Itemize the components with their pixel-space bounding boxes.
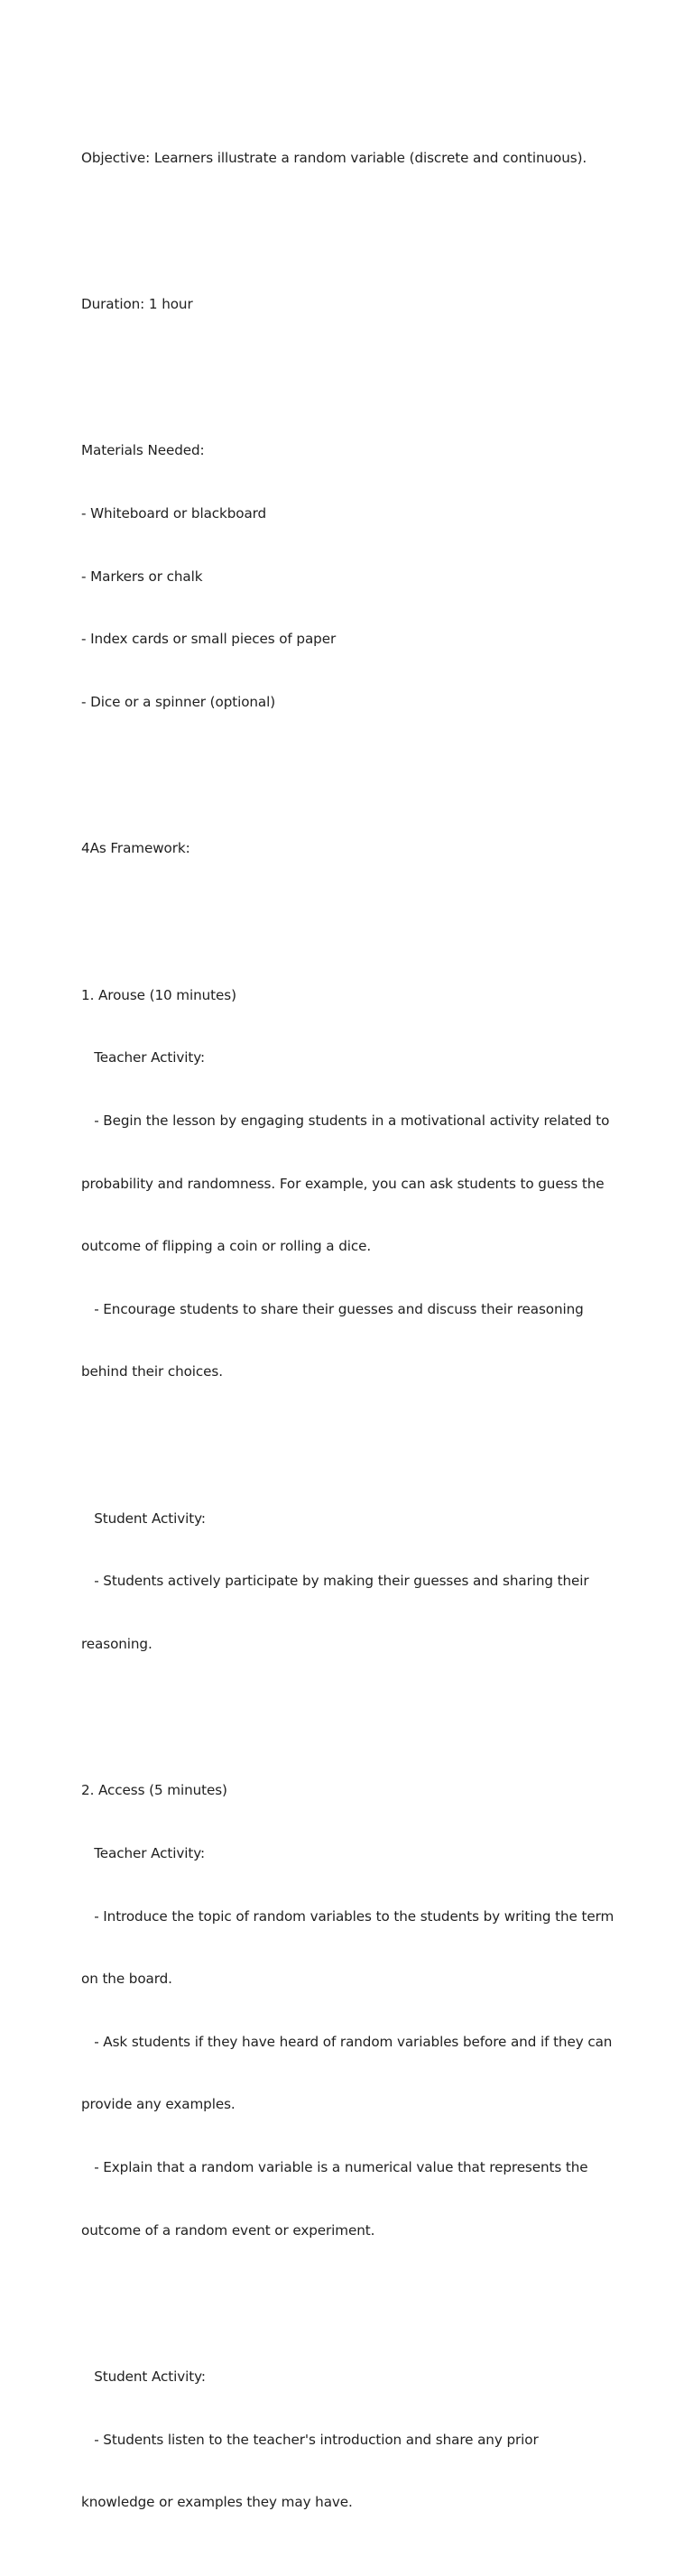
materials-heading: Materials Needed: [81, 442, 205, 459]
spacer [81, 1425, 623, 1445]
access-heading: 2. Access (5 minutes) [81, 1782, 227, 1799]
access-student-label: Student Activity: [81, 2368, 206, 2386]
access-teacher-line: - Ask students if they have heard of random variables before and if they can [81, 2033, 613, 2050]
materials-item: - Whiteboard or blackboard [81, 505, 267, 522]
spacer [81, 1697, 623, 1718]
framework-heading: 4As Framework: [81, 840, 190, 857]
arouse-student-line: reasoning. [81, 1635, 152, 1652]
arouse-teacher-line: - Begin the lesson by engaging students in a motivational activity related to [81, 1112, 610, 1129]
access-teacher-line: - Explain that a random variable is a numerical value that represents the [81, 2159, 588, 2176]
arouse-teacher-label: Teacher Activity: [81, 1049, 206, 1066]
access-teacher-line: outcome of a random event or experiment. [81, 2221, 375, 2239]
arouse-student-label: Student Activity: [81, 1510, 206, 1527]
materials-item: - Markers or chalk [81, 568, 203, 585]
arouse-teacher-line: outcome of flipping a coin or rolling a dice. [81, 1238, 372, 1255]
arouse-teacher-line: probability and randomness. For example, you can ask students to guess the [81, 1175, 605, 1192]
access-teacher-line: on the board. [81, 1971, 172, 1988]
spacer [81, 2283, 623, 2304]
spacer [81, 210, 623, 231]
arouse-teacher-line: behind their choices. [81, 1363, 223, 1380]
arouse-teacher-line: - Encourage students to share their guesses and discuss their reasoning [81, 1300, 584, 1317]
materials-item: - Dice or a spinner (optional) [81, 693, 276, 710]
access-student-line: - Students listen to the teacher's introduction and share any prior [81, 2431, 539, 2448]
access-teacher-line: provide any examples. [81, 2096, 236, 2113]
objective-text: Objective: Learners illustrate a random variable (discrete and continuous). [81, 149, 587, 166]
spacer [81, 357, 623, 378]
access-teacher-line: - Introduce the topic of random variables to the students by writing the term [81, 1907, 614, 1925]
duration-text: Duration: 1 hour [81, 296, 193, 313]
spacer [81, 754, 623, 775]
access-student-line: knowledge or examples they may have. [81, 2494, 353, 2511]
arouse-heading: 1. Arouse (10 minutes) [81, 986, 236, 1003]
access-teacher-label: Teacher Activity: [81, 1844, 206, 1861]
spacer [81, 901, 623, 922]
document-body [81, 85, 623, 2576]
materials-item: - Index cards or small pieces of paper [81, 631, 337, 648]
arouse-student-line: - Students actively participate by making their guesses and sharing their [81, 1573, 589, 1590]
